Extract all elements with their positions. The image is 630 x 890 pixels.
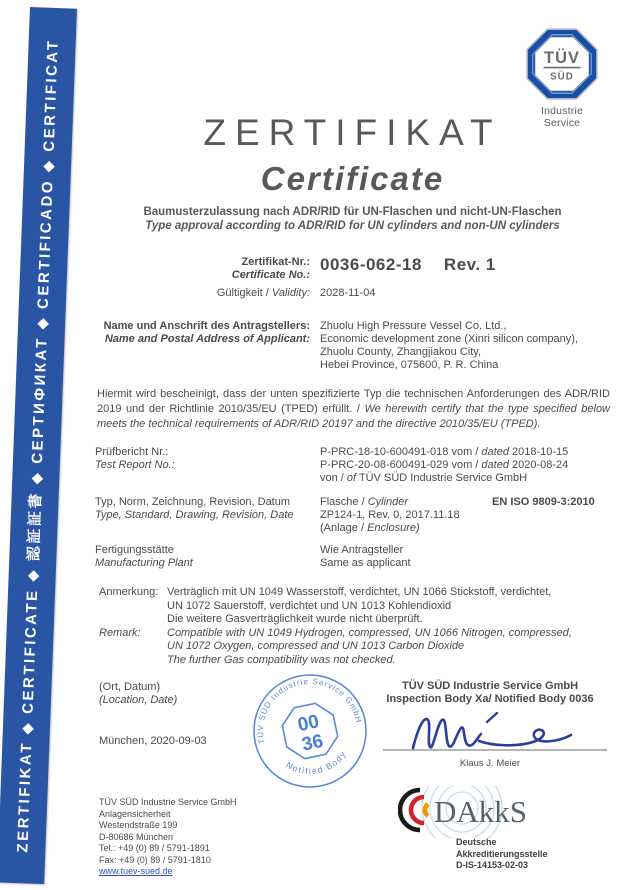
svg-text:36: 36 xyxy=(300,730,326,756)
validity-row xyxy=(95,287,610,300)
issue-location-date: München, 2020-09-03 xyxy=(99,735,207,747)
certificate-number: 0036-062-18 xyxy=(320,255,422,274)
test-report-label-de: Prüfbericht Nr.: xyxy=(95,446,169,458)
language-strip xyxy=(0,7,77,884)
svg-text:00: 00 xyxy=(295,711,321,737)
dakks-logo-icon xyxy=(398,786,548,838)
standard-number: EN ISO 9809-3:2010 xyxy=(492,496,595,508)
applicant-label-de: Name und Anschrift des Antragstellers: xyxy=(103,320,310,332)
certificate-revision: Rev. 1 xyxy=(443,255,496,274)
applicant-address: Zhuolu High Pressure Vessel Co. Ltd., Economic development zone (Xinri silicon company), Zhuolu County, Zhangjiakou City, Hebei Province, 075600, P. R. China xyxy=(320,320,579,371)
signatory-name: Klaus J. Meier xyxy=(459,758,521,769)
remark-label-de: Anmerkung: xyxy=(99,586,159,598)
validity-label-de: Gültigkeit / xyxy=(216,287,272,299)
type-standard-row xyxy=(95,496,610,535)
remark-text-de: Verträglich mit UN 1049 Wasserstoff, verdichtet, UN 1066 Stickstoff, verdichtet, UN 1072 Sauerstoff, verdichtet und UN 1013 Kohlendioxid Die weitere Gasverträglichkeit wurde nicht überprüft. xyxy=(167,586,552,625)
test-report-values: P-PRC-18-10-600491-018 vom / dated 2018-10-15 P-PRC-20-08-600491-029 vom / dated 2020-08-24 von / of TÜV SÜD Industrie Service GmbH xyxy=(320,446,569,484)
page-title-english: Certificate xyxy=(260,160,445,197)
applicant-row xyxy=(95,320,610,372)
remark-text-en: Compatible with UN 1049 Hydrogen, compressed, UN 1066 Nitrogen, compressed, UN 1072 Oxygen, compressed and UN 1013 Carbon Dioxide The further Gas compatibility was not checked. xyxy=(167,626,572,666)
plant-label-en: Manufacturing Plant xyxy=(95,557,193,569)
svg-text:TÜV SÜD Industrie Service GmbH: TÜV SÜD Industrie Service GmbH xyxy=(255,676,364,745)
plant-value-de: Wie Antragsteller xyxy=(320,544,404,556)
page-title-german: ZERTIFIKAT xyxy=(203,112,502,153)
website-link[interactable]: www.tuev-sued.de xyxy=(99,866,173,876)
svg-text:SÜD: SÜD xyxy=(550,71,574,83)
test-report-label-en: Test Report No.: xyxy=(95,459,175,471)
signatory-org: TÜV SÜD Industrie Service GmbH xyxy=(401,680,579,692)
statement-english: We herewith certify that the type specified below meets the technical requirements of ADR/RID 20197 and the directive 2010/35/EU (TPED). xyxy=(97,403,611,430)
svg-text:Notified Body: Notified Body xyxy=(284,748,349,777)
location-date-label-en: (Location, Date) xyxy=(99,694,178,706)
enclosure-en: Enclosure) xyxy=(367,522,420,534)
subtitle-german: Baumusterzulassung nach ADR/RID für UN-Flaschen und nicht-UN-Flaschen xyxy=(143,206,562,218)
plant-label-de: Fertigungsstätte xyxy=(95,544,174,556)
plant-row xyxy=(95,544,610,570)
plant-value-en: Same as applicant xyxy=(320,557,411,569)
validity-label-en: Validity: xyxy=(271,287,310,299)
tuv-sud-octagon-icon xyxy=(526,28,598,100)
enclosure-de: (Anlage / xyxy=(320,522,368,534)
signature xyxy=(375,708,613,756)
type-value-de: Flasche / xyxy=(320,496,368,508)
notified-body-stamp xyxy=(248,669,372,793)
drawing-number: ZP124-1, Rev. 0, 2017.11.18 xyxy=(320,509,460,521)
remark-label-en: Remark: xyxy=(99,626,141,639)
type-label-en: Type, Standard, Drawing, Revision, Date xyxy=(95,509,294,521)
signatory-body: Inspection Body Xa/ Notified Body 0036 xyxy=(386,693,594,705)
svg-text:DAkkS: DAkkS xyxy=(434,794,528,829)
footer-address: TÜV SÜD Industrie Service GmbH Anlagensicherheit Westendstraße 199 D-80686 München Tel.: +49 (0) 89 / 5791-1891 Fax: +49 (0) 89 / 5791-1810 xyxy=(99,797,237,865)
dakks-accreditation-text: Deutsche Akkreditierungsstelle D-IS-14153-02-03 xyxy=(456,837,548,870)
statement-german: Hiermit wird bescheinigt, dass der unten spezifizierte Typ die technischen Anforderungen des ADR/RID 2019 und der Richtlinie 2010/35/EU (TPED) erfüllt. / xyxy=(97,388,610,415)
validity-date: 2028-11-04 xyxy=(320,287,376,299)
logo-division-label: Industrie Service xyxy=(540,105,584,129)
subtitle-english: Type approval according to ADR/RID for UN cylinders and non-UN cylinders xyxy=(145,220,560,232)
cert-no-label-de: Zertifikat-Nr.: xyxy=(241,256,310,268)
applicant-label-en: Name and Postal Address of Applicant: xyxy=(104,333,310,345)
cert-no-label-en: Certificate No.: xyxy=(231,269,310,281)
certificate-number-row xyxy=(95,256,610,282)
certification-statement xyxy=(97,387,610,432)
location-date-label-de: (Ort, Datum) xyxy=(99,681,161,693)
language-strip-text: ZERTIFIKAT ◆ CERTIFICATE ◆ 認証証書 ◆ СЕРТИФИКАТ ◆ CERTIFICADO ◆ CERTIFICAT xyxy=(14,38,62,853)
remark-section xyxy=(99,586,611,667)
svg-text:TÜV: TÜV xyxy=(544,48,580,67)
test-report-row xyxy=(95,446,610,485)
type-value-en: Cylinder xyxy=(367,496,409,508)
type-label-de: Typ, Norm, Zeichnung, Revision, Datum xyxy=(95,496,291,508)
